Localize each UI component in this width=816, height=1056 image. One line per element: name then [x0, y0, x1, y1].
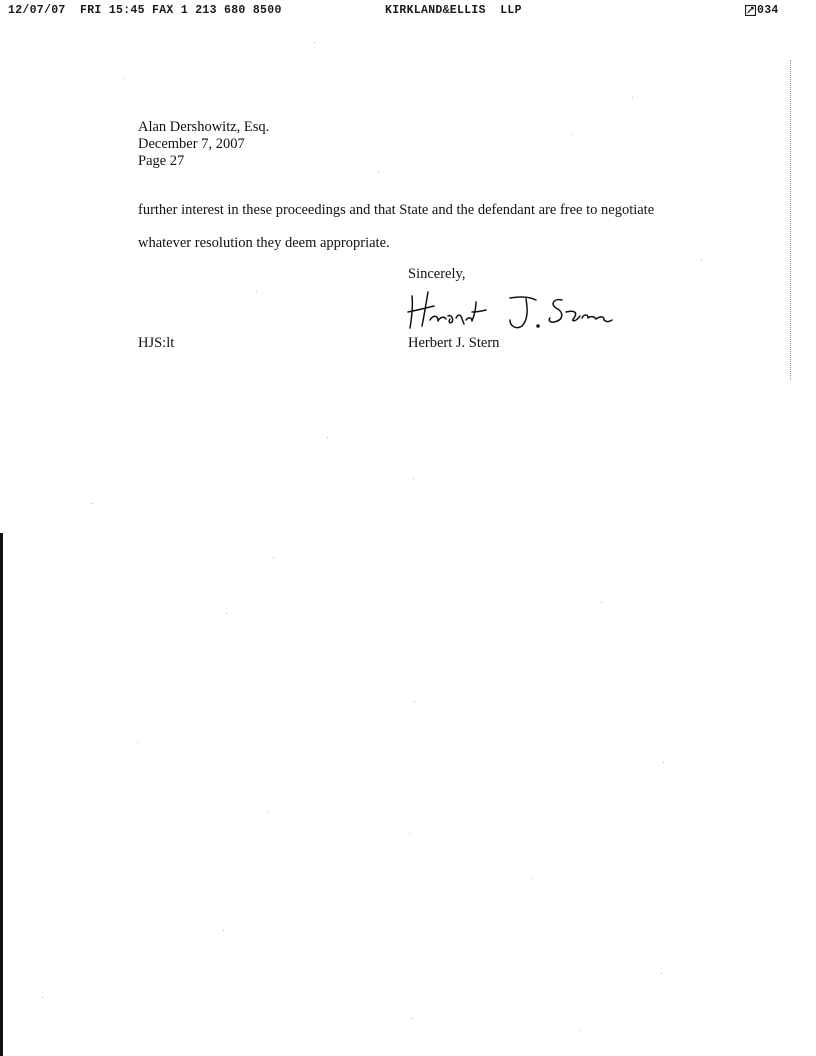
recipient-name: Alan Dershowitz, Esq. [138, 119, 270, 135]
body-paragraph-line-2: whatever resolution they deem appropriate. [138, 235, 390, 251]
letter-page-number: Page 27 [138, 153, 185, 169]
body-paragraph-line-1: further interest in these proceedings and that State and the defendant are free to negotiate [138, 202, 655, 218]
handwritten-signature [404, 286, 614, 334]
signer-name: Herbert J. Stern [408, 335, 500, 351]
fax-header [0, 4, 816, 22]
fax-page-icon [745, 5, 756, 16]
fax-page-number-text: 034 [757, 4, 779, 17]
fax-page-number [745, 4, 779, 17]
scan-edge-right [790, 60, 792, 380]
fax-sender-firm: KIRKLAND&ELLIS LLP [385, 4, 522, 17]
letterhead-block [138, 119, 269, 170]
fax-transmission-stamp: 12/07/07 FRI 15:45 FAX 1 213 680 8500 [8, 4, 282, 17]
scan-edge-left [0, 533, 3, 1056]
reference-initials: HJS:lt [138, 335, 175, 351]
closing-valediction: Sincerely, [408, 266, 466, 282]
letter-date: December 7, 2007 [138, 136, 245, 152]
